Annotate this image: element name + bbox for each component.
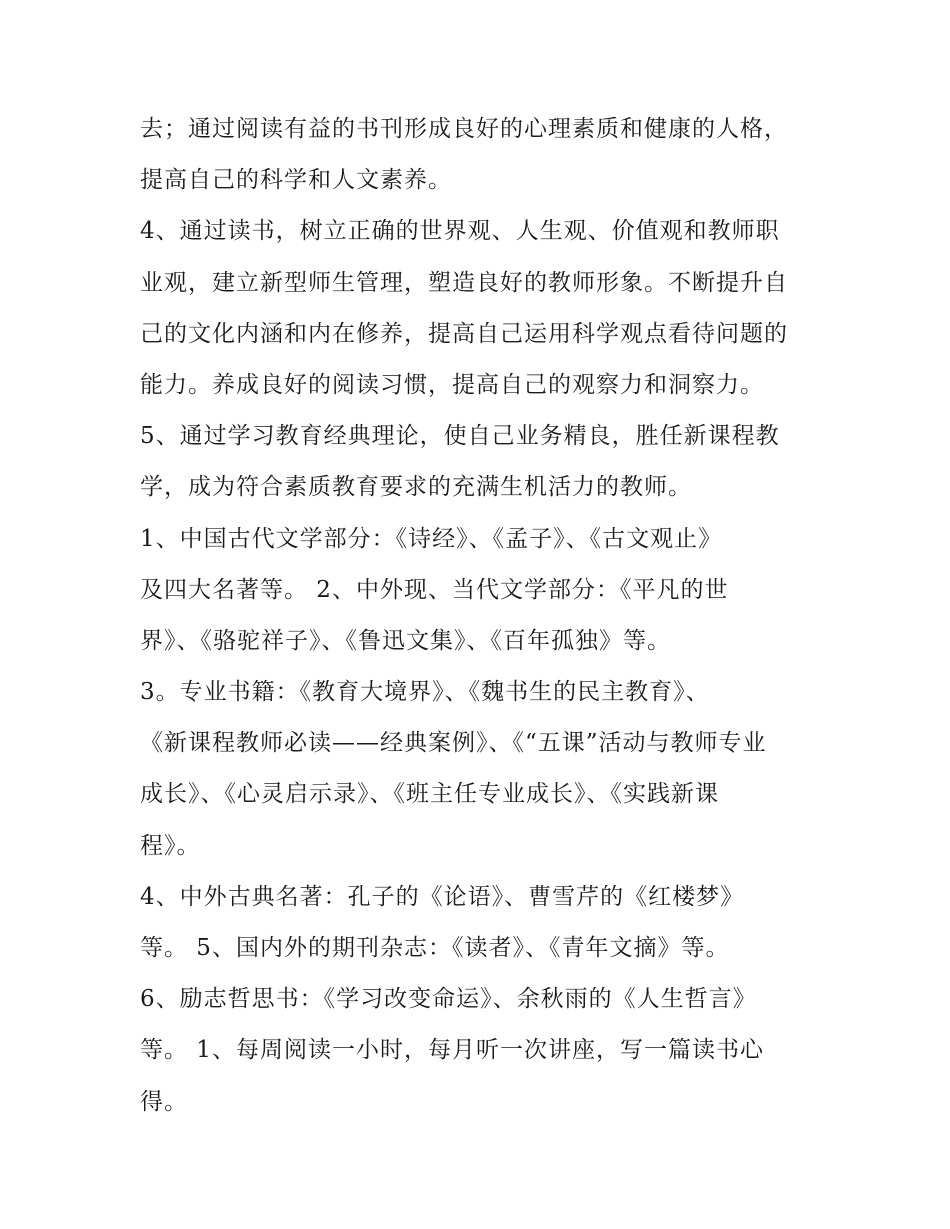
text-line: 3。专业书籍：《教育大境界》、《魏书生的民主教育》、: [140, 679, 710, 706]
text-line: 及四大名著等。 2、中外现、当代文学部分：《平凡的世: [140, 576, 729, 603]
text-line: 程》。: [140, 832, 201, 859]
text-line: 6、励志哲思书：《学习改变命运》、余秋雨的《人生哲言》: [140, 986, 757, 1013]
text-line: 《新课程教师必读——经典案例》、《“五课”活动与教师专业: [140, 730, 767, 757]
text-line: 学，成为符合素质教育要求的充满生机活力的教师。: [140, 474, 692, 501]
text-line: 4、中外古典名著：孔子的《论语》、曹雪芹的《红楼梦》: [140, 883, 745, 910]
body-text: [140, 104, 830, 1128]
text-line: 得。: [140, 1088, 188, 1115]
text-line: 提高自己的科学和人文素养。: [140, 167, 452, 194]
text-line: 等。 1、每周阅读一小时，每月听一次讲座，写一篇读书心: [140, 1037, 764, 1064]
text-line: 能力。养成良好的阅读习惯，提高自己的观察力和洞察力。: [140, 371, 764, 398]
text-line: 业观，建立新型师生管理，塑造良好的教师形象。不断提升自: [140, 269, 788, 296]
text-line: 1、中国古代文学部分：《诗经》、《孟子》、《古文观止》: [140, 525, 723, 552]
text-line: 去；通过阅读有益的书刊形成良好的心理素质和健康的人格，: [140, 116, 788, 142]
text-line: 成长》、《心灵启示录》、《班主任专业成长》、《实践新课: [140, 781, 719, 808]
text-line: 4、通过读书，树立正确的世界观、人生观、价值观和教师职: [140, 218, 780, 245]
text-line: 等。 5、国内外的期刊杂志：《读者》、《青年文摘》等。: [140, 935, 730, 961]
text-line: 界》、《骆驼祥子》、《鲁迅文集》、《百年孤独》等。: [140, 627, 671, 654]
text-line: 己的文化内涵和内在修养，提高自己运用科学观点看待问题的: [140, 320, 788, 347]
text-line: 5、通过学习教育经典理论，使自己业务精良，胜任新课程教: [140, 423, 780, 450]
